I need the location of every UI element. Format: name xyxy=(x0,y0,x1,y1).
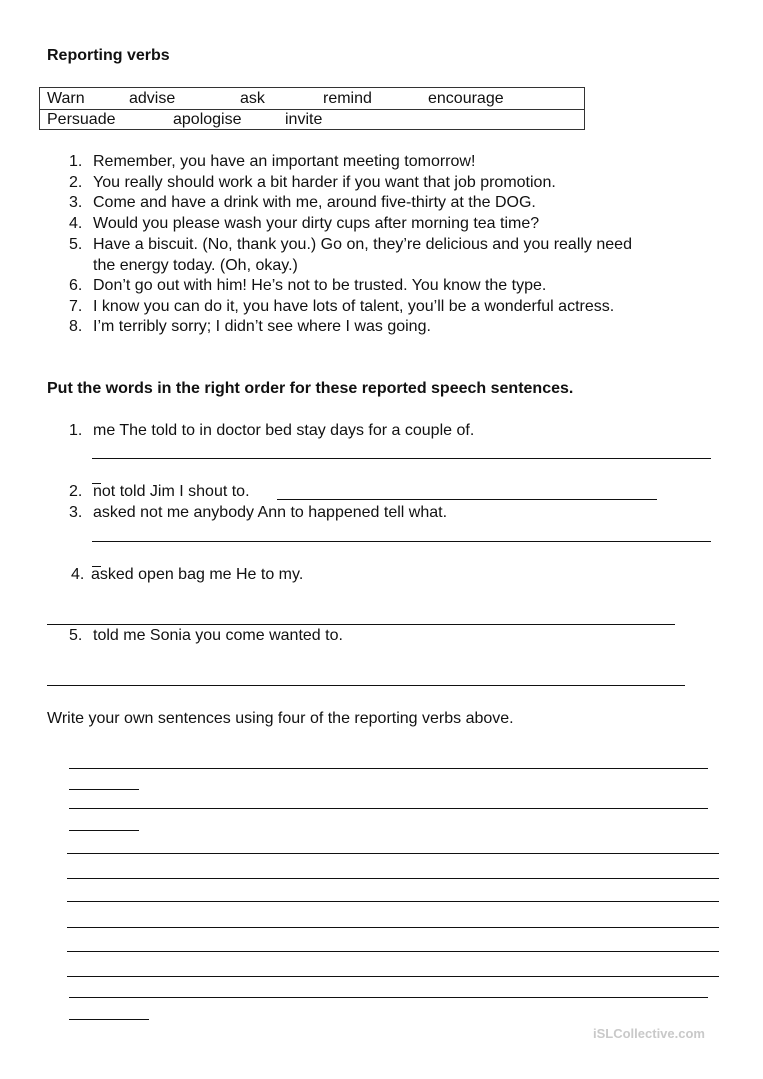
worksheet-title: Reporting verbs xyxy=(47,47,170,64)
verb-remind: remind xyxy=(323,90,372,107)
sentence-text: Remember, you have an important meeting tomorrow! xyxy=(93,153,476,170)
answer-line[interactable] xyxy=(277,499,657,500)
sentence-text: I know you can do it, you have lots of talent, you’ll be a wonderful actress. xyxy=(93,298,615,315)
sentence-text: Have a biscuit. (No, thank you.) Go on, they’re delicious and you really need xyxy=(93,236,632,253)
writing-line[interactable] xyxy=(67,927,719,928)
sentence-number: 1. xyxy=(69,153,83,170)
writing-line[interactable] xyxy=(69,808,708,809)
site-watermark: iSLCollective.com xyxy=(593,1026,705,1041)
sentence-text: Don’t go out with him! He’s not to be trusted. You know the type. xyxy=(93,277,547,294)
order-item-text: asked open bag me He to my. xyxy=(91,566,304,583)
verb-encourage: encourage xyxy=(428,90,504,107)
sentence-text: You really should work a bit harder if you want that job promotion. xyxy=(93,174,556,191)
sentence-text-continued: the energy today. (Oh, okay.) xyxy=(93,257,298,274)
order-item-number: 5. xyxy=(69,627,83,644)
order-item-number: 2. xyxy=(69,483,83,500)
order-item-number: 3. xyxy=(69,504,83,521)
verb-invite: invite xyxy=(285,111,323,128)
answer-line[interactable] xyxy=(92,541,711,542)
order-item-text: me The told to in doctor bed stay days for a couple of. xyxy=(93,422,475,439)
writing-line[interactable] xyxy=(69,768,708,769)
verb-advise: advise xyxy=(129,90,176,107)
order-item-text: told me Sonia you come wanted to. xyxy=(93,627,343,644)
answer-line[interactable] xyxy=(92,458,711,459)
sentence-number: 5. xyxy=(69,236,83,253)
answer-line[interactable] xyxy=(47,685,685,686)
verb-box-divider xyxy=(40,109,584,110)
sentence-text: Come and have a drink with me, around five-thirty at the DOG. xyxy=(93,194,536,211)
order-item-number: 4. xyxy=(71,566,85,583)
own-sentences-heading: Write your own sentences using four of the reporting verbs above. xyxy=(47,710,514,727)
verb-apologise: apologise xyxy=(173,111,242,128)
reporting-verbs-box xyxy=(39,87,585,130)
order-item-number: 1. xyxy=(69,422,83,439)
sentence-text: I’m terribly sorry; I didn’t see where I was going. xyxy=(93,318,431,335)
verb-persuade: Persuade xyxy=(47,111,116,128)
order-item-text: asked not me anybody Ann to happened tell what. xyxy=(93,504,448,521)
order-item-text: not told Jim I shout to. xyxy=(93,483,250,500)
verb-ask: ask xyxy=(240,90,265,107)
writing-line[interactable] xyxy=(67,951,719,952)
writing-line[interactable] xyxy=(67,853,719,854)
writing-line-short[interactable] xyxy=(69,830,139,831)
sentence-number: 8. xyxy=(69,318,83,335)
writing-line[interactable] xyxy=(67,878,719,879)
writing-line-short[interactable] xyxy=(69,789,139,790)
sentence-number: 4. xyxy=(69,215,83,232)
verb-warn: Warn xyxy=(47,90,85,107)
sentence-number: 3. xyxy=(69,194,83,211)
writing-line[interactable] xyxy=(69,997,708,998)
sentence-number: 2. xyxy=(69,174,83,191)
sentence-number: 7. xyxy=(69,298,83,315)
writing-line[interactable] xyxy=(67,976,719,977)
word-order-heading: Put the words in the right order for these reported speech sentences. xyxy=(47,380,574,397)
writing-line-short[interactable] xyxy=(69,1019,149,1020)
sentence-number: 6. xyxy=(69,277,83,294)
answer-line[interactable] xyxy=(47,624,675,625)
writing-line[interactable] xyxy=(67,901,719,902)
sentence-text: Would you please wash your dirty cups after morning tea time? xyxy=(93,215,540,232)
